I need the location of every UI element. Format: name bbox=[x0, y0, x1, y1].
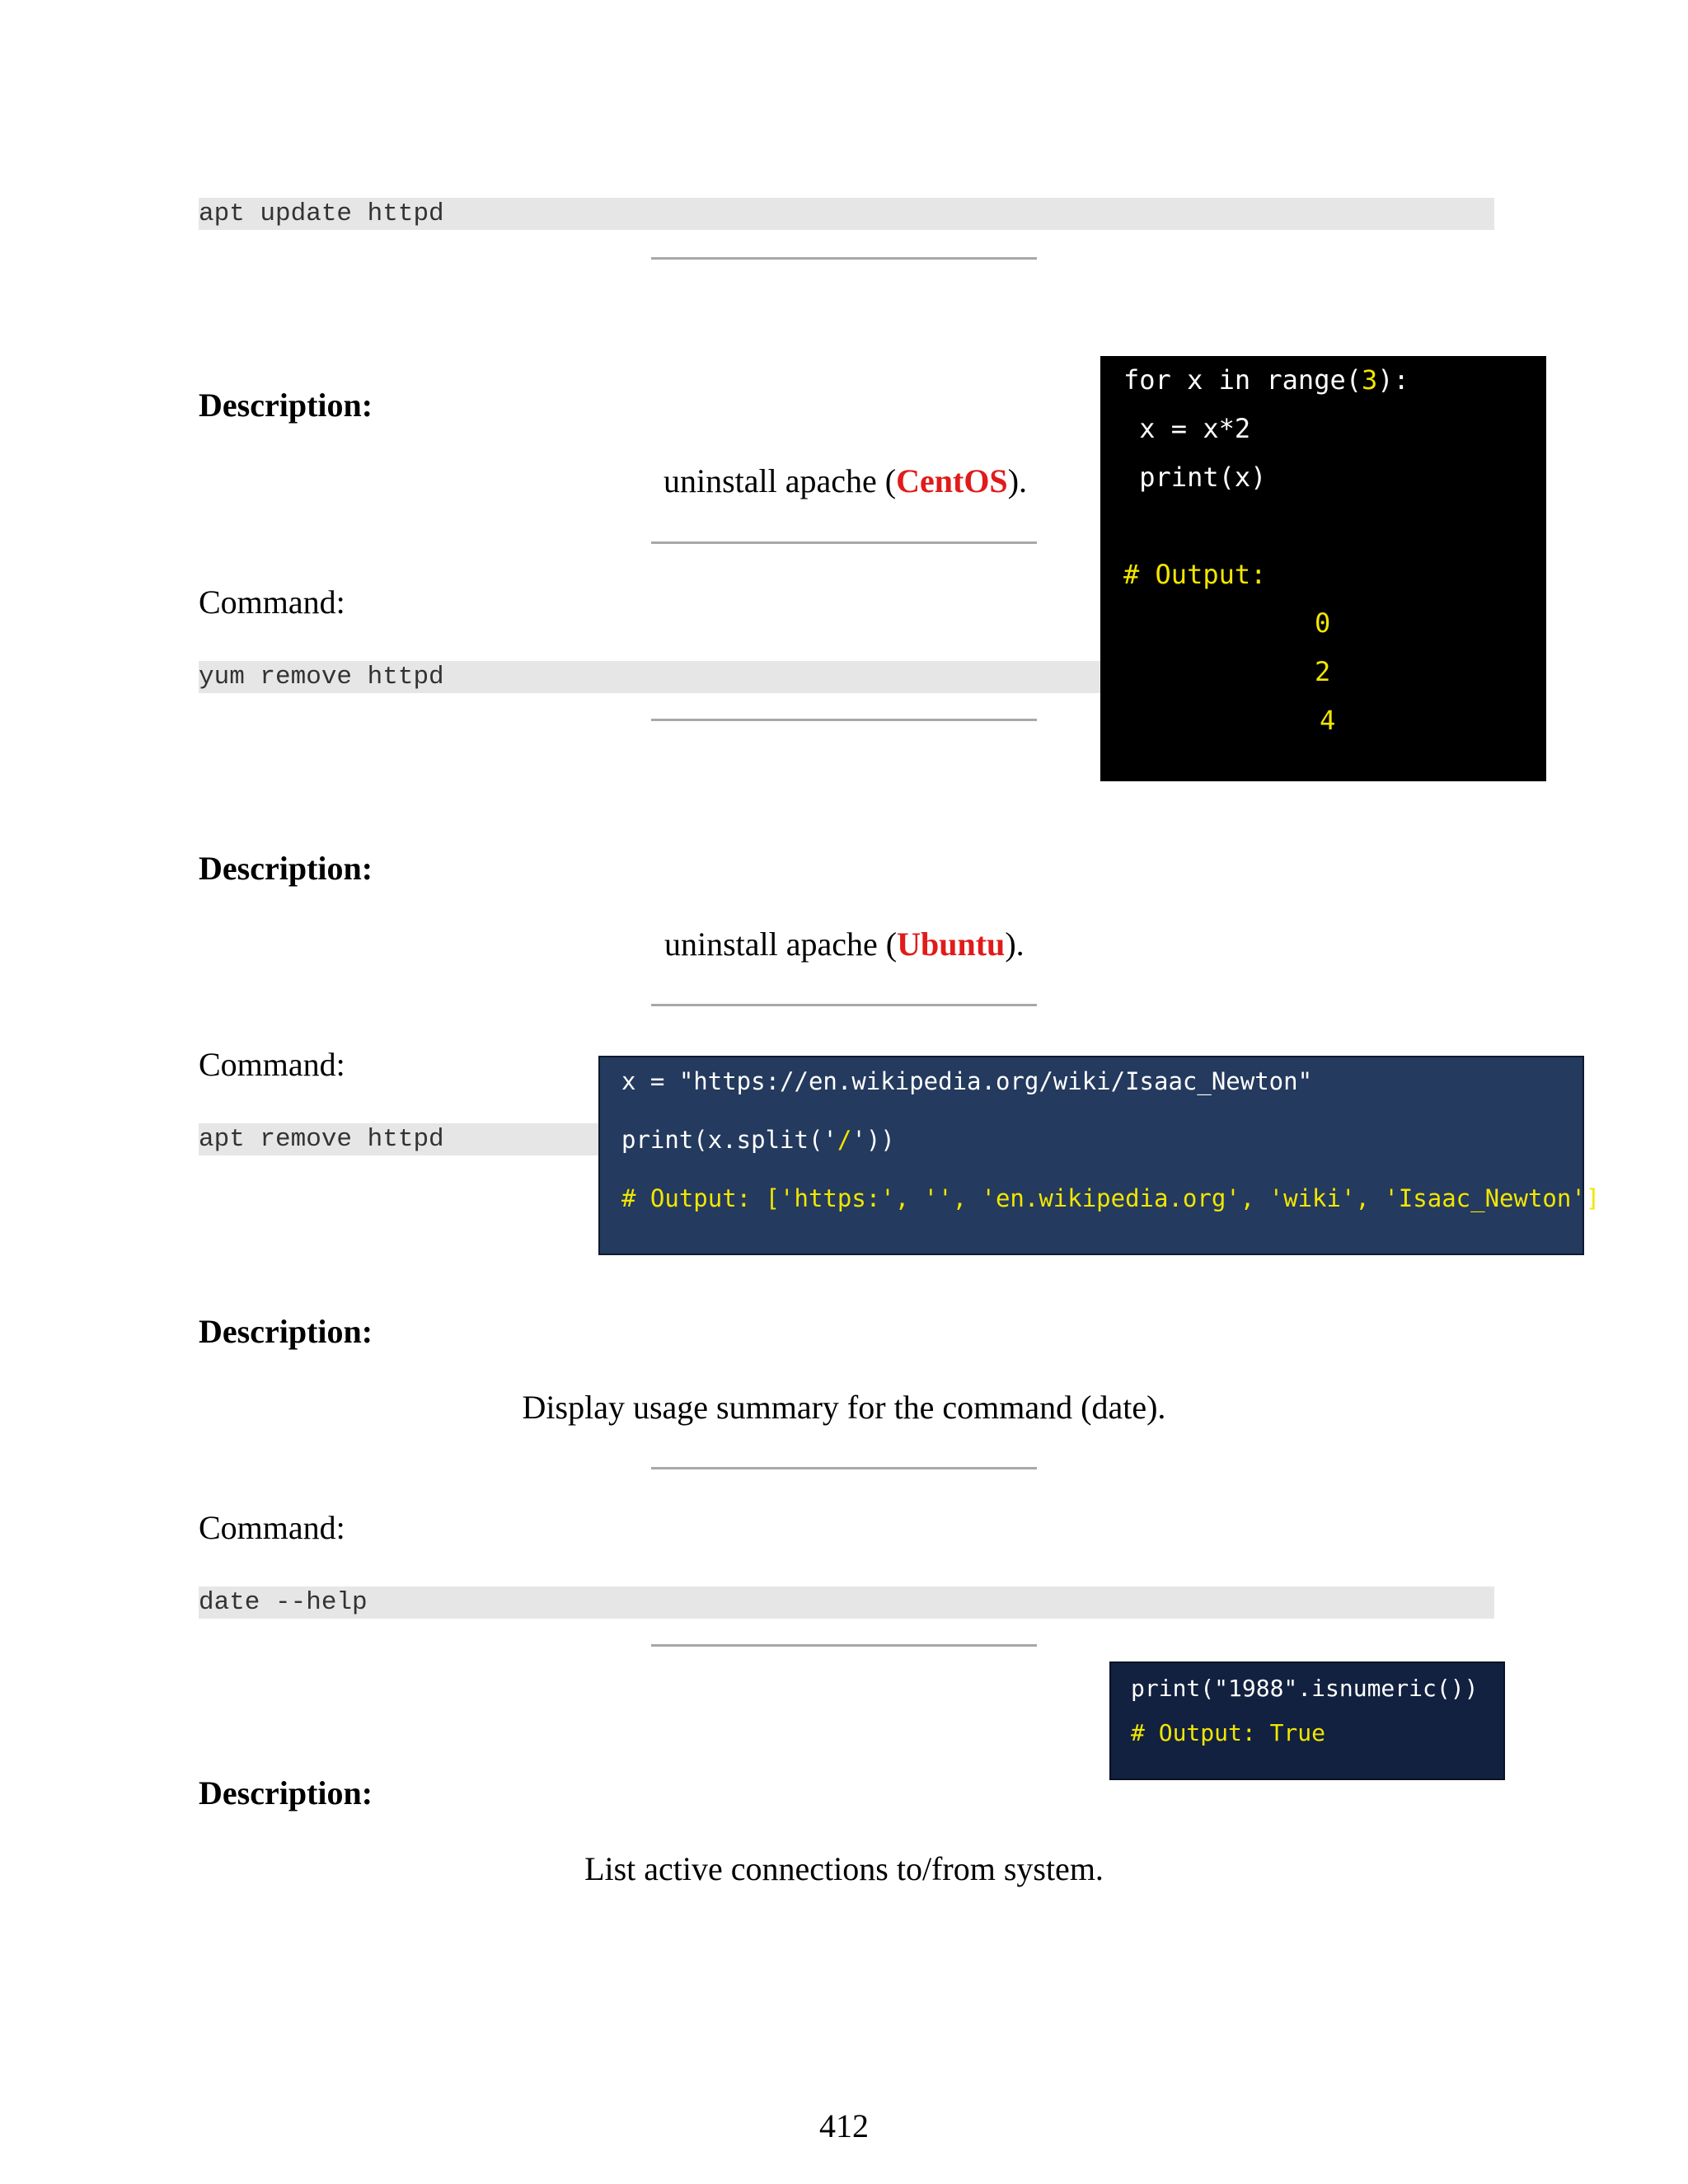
divider bbox=[651, 541, 1037, 544]
description-text bbox=[664, 925, 1025, 964]
description-label: Description: bbox=[199, 387, 373, 424]
description-label: Description: bbox=[199, 850, 373, 887]
description-suffix: ). bbox=[1005, 926, 1025, 963]
command-text: yum remove httpd bbox=[199, 661, 1105, 693]
command-text: apt update httpd bbox=[199, 198, 1494, 230]
description-prefix: uninstall apache ( bbox=[663, 462, 897, 499]
os-name-highlight: Ubuntu bbox=[897, 926, 1006, 963]
page-number: 412 bbox=[819, 2107, 869, 2144]
command-label: Command: bbox=[199, 1509, 345, 1546]
description-prefix: uninstall apache ( bbox=[664, 926, 898, 963]
description-text: Display usage summary for the command (date). bbox=[522, 1389, 1166, 1426]
command-label: Command: bbox=[199, 1046, 345, 1083]
description-label: Description: bbox=[199, 1313, 373, 1350]
divider bbox=[651, 257, 1037, 260]
command-label: Command: bbox=[199, 583, 345, 621]
os-name-highlight: CentOS bbox=[896, 462, 1008, 499]
command-text: date --help bbox=[199, 1586, 1494, 1619]
description-text bbox=[663, 462, 1027, 501]
divider bbox=[651, 719, 1037, 721]
description-label: Description: bbox=[199, 1774, 373, 1811]
divider bbox=[651, 1467, 1037, 1469]
code-box-isnumeric: print("1988".isnumeric()) # Output: True bbox=[1109, 1661, 1505, 1780]
description-text: List active connections to/from system. bbox=[584, 1850, 1104, 1887]
code-box-loop: for x in range(3): x = x*2 print(x) # Output: 0 2 4 bbox=[1100, 356, 1546, 781]
command-text: apt remove httpd bbox=[199, 1123, 603, 1155]
divider bbox=[651, 1004, 1037, 1006]
divider bbox=[651, 1644, 1037, 1647]
code-box-split: x = "https://en.wikipedia.org/wiki/Isaac_Newton" print(x.split('/')) # Output: ['https:', '', 'en.wikipedia.org', 'wiki', 'Isaac_Newton'] bbox=[598, 1056, 1584, 1255]
description-suffix: ). bbox=[1007, 462, 1028, 499]
